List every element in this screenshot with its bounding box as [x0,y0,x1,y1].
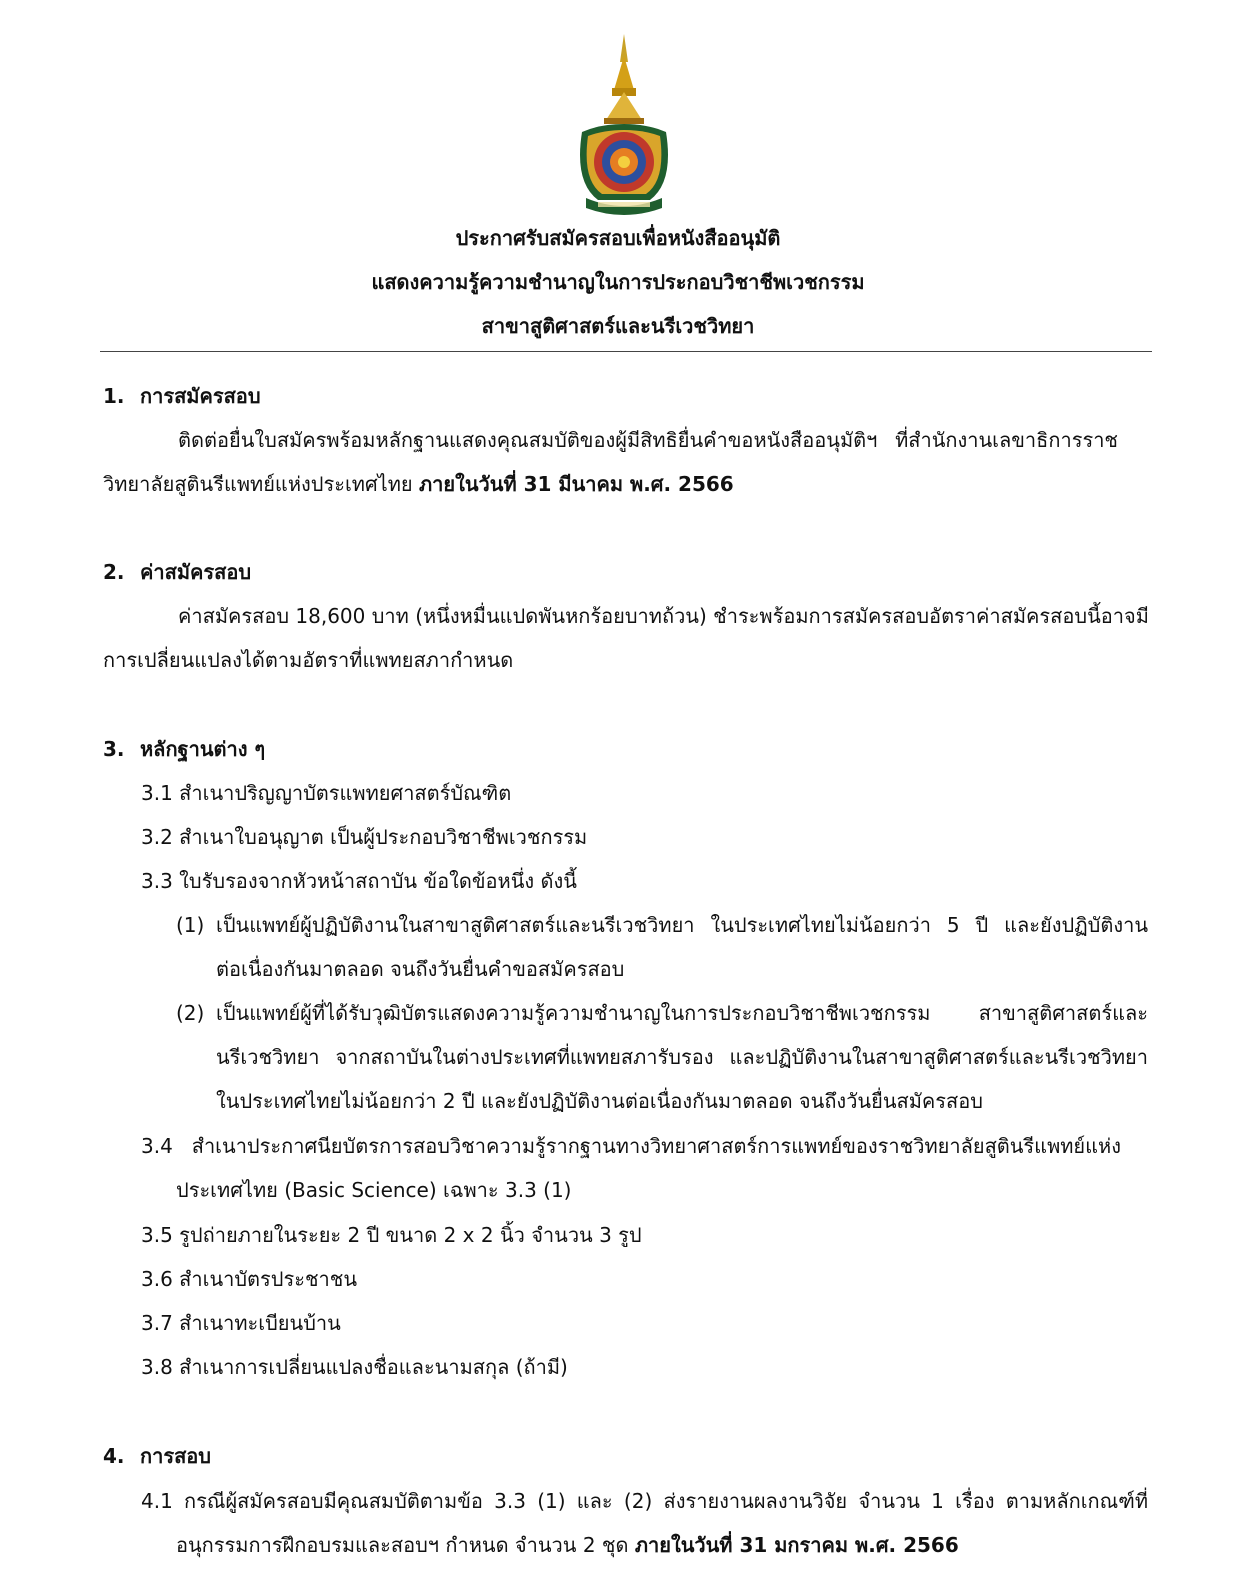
item-3-3-1-line-1: เป็นแพทย์ผู้ปฏิบัติงานในสาขาสูติศาสตร์และนรีเวชวิทยา ในประเทศไทยไม่น้อยกว่า 5 ปี และยังปฏิบัติงาน [216,913,1148,937]
item-3-3-1-number: (1) [176,913,205,937]
item-3-3-1-line-2: ต่อเนื่องกันมาตลอด จนถึงวันยื่นคำขอสมัครสอบ [216,957,625,981]
item-3-5: 3.5 รูปถ่ายภายในระยะ 2 ปี ขนาด 2 x 2 นิ้ว จำนวน 3 รูป [141,1223,642,1247]
section-4-heading: 4. การสอบ [103,1444,211,1468]
section-2-text-line-1: ค่าสมัครสอบ 18,600 บาท (หนึ่งหมื่นแปดพันหกร้อยบาทถ้วน) ชำระพร้อมการสมัครสอบอัตราค่าสมัครสอบนี้อาจมี [178,604,1149,628]
item-3-3-2-line-3: ในประเทศไทยไม่น้อยกว่า 2 ปี และยังปฏิบัติงานต่อเนื่องกันมาตลอด จนถึงวันยื่นสมัครสอบ [216,1089,983,1113]
item-3-7: 3.7 สำเนาทะเบียนบ้าน [141,1311,341,1335]
item-4-1-deadline: ภายในวันที่ 31 มกราคม พ.ศ. 2566 [634,1533,959,1557]
item-3-3-2-line-2: นรีเวชวิทยา จากสถาบันในต่างประเทศที่แพทยสภารับรอง และปฏิบัติงานในสาขาสูติศาสตร์และนรีเวชวิทยา [216,1045,1148,1069]
section-3-heading: 3. หลักฐานต่าง ๆ [103,737,266,761]
document-title-line-1: ประกาศรับสมัครสอบเพื่อหนังสืออนุมัติ [455,226,781,250]
item-3-1: 3.1 สำเนาปริญญาบัตรแพทยศาสตร์บัณฑิต [141,781,512,805]
college-emblem-logo [568,32,680,216]
item-3-6: 3.6 สำเนาบัตรประชาชน [141,1267,357,1291]
item-4-1-line-2: อนุกรรมการฝึกอบรมและสอบฯ กำหนด จำนวน 2 ชุด ภายในวันที่ 31 มกราคม พ.ศ. 2566 [176,1533,959,1557]
section-1-text-line-2: วิทยาลัยสูตินรีแพทย์แห่งประเทศไทย ภายในวันที่ 31 มีนาคม พ.ศ. 2566 [103,472,734,496]
section-2-heading: 2. ค่าสมัครสอบ [103,560,252,584]
section-1-heading: 1. การสมัครสอบ [103,384,261,408]
item-3-4-line-1: 3.4 สำเนาประกาศนียบัตรการสอบวิชาความรู้รากฐานทางวิทยาศาสตร์การแพทย์ของราชวิทยาลัยสูตินรีแพทย์แห่ง [141,1134,1121,1158]
item-4-1-line-1: 4.1 กรณีผู้สมัครสอบมีคุณสมบัติตามข้อ 3.3 (1) และ (2) ส่งรายงานผลงานวิจัย จำนวน 1 เรื่อง ตามหลักเกณฑ์ที่ [141,1489,1148,1513]
section-1-deadline: ภายในวันที่ 31 มีนาคม พ.ศ. 2566 [418,472,734,496]
item-3-8: 3.8 สำเนาการเปลี่ยนแปลงชื่อและนามสกุล (ถ้ามี) [141,1355,568,1379]
item-3-4-line-2: ประเทศไทย (Basic Science) เฉพาะ 3.3 (1) [176,1178,572,1202]
item-3-3-2-number: (2) [176,1001,205,1025]
item-3-3-2-line-1: เป็นแพทย์ผู้ที่ได้รับวุฒิบัตรแสดงความรู้ความชำนาญในการประกอบวิชาชีพเวชกรรม สาขาสูติศาสตร์และ [216,1001,1148,1025]
item-3-3: 3.3 ใบรับรองจากหัวหน้าสถาบัน ข้อใดข้อหนึ่ง ดังนี้ [141,869,577,893]
section-1-text-line-1: ติดต่อยื่นใบสมัครพร้อมหลักฐานแสดงคุณสมบัติของผู้มีสิทธิยื่นคำขอหนังสืออนุมัติฯ ที่สำนักงานเลขาธิการราช [178,428,1118,452]
document-title-line-2: แสดงความรู้ความชำนาญในการประกอบวิชาชีพเวชกรรม [371,270,865,294]
title-divider [100,351,1152,352]
section-2-text-line-2: การเปลี่ยนแปลงได้ตามอัตราที่แพทยสภากำหนด [103,648,514,672]
item-3-2: 3.2 สำเนาใบอนุญาต เป็นผู้ประกอบวิชาชีพเวชกรรม [141,825,588,849]
document-title-line-3: สาขาสูติศาสตร์และนรีเวชวิทยา [481,314,755,338]
